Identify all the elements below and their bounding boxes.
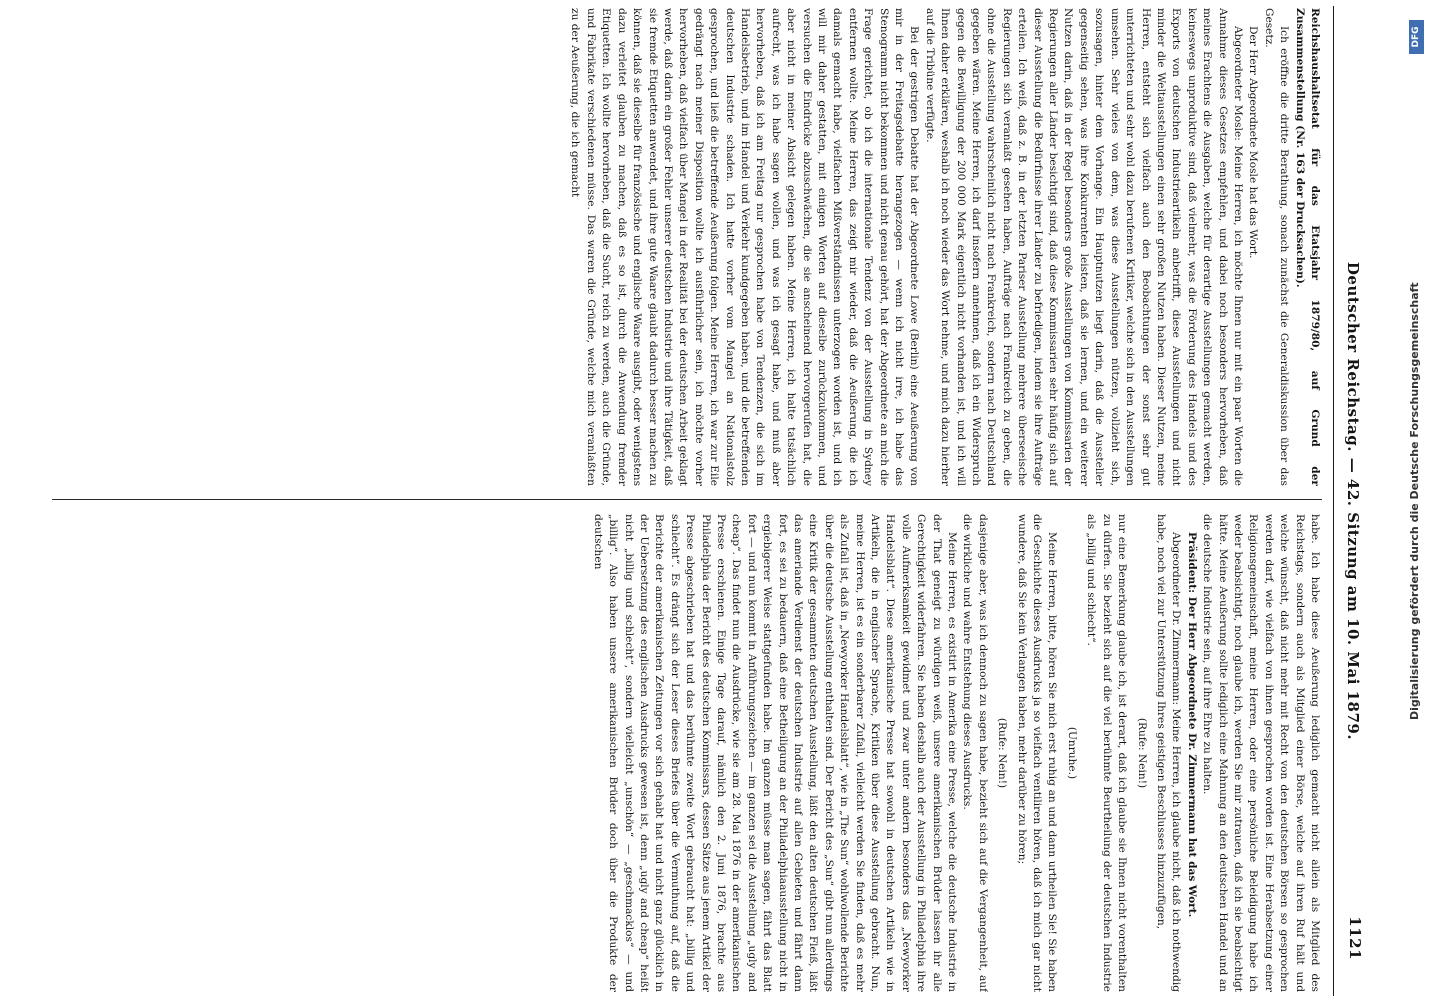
interjection: (Unruhe.) xyxy=(1065,726,1078,780)
paragraph: Bei der gestrigen Debatte hat der Abgeordnete Lowe (Berlin) eine Aeußerung von mir in der Freitagsdebatte herangezogen — wenn ich nicht irre, ich habe das Stenogramm nicht bekommen und nicht genau gehört, hat der Abgeordnete an mich die Frage gerichtet, ob ich die internationale Tendenz von der Ausstellung in Sydney entfernen wollte. Meine Herren, das zeigt mir wieder, daß die Aeußerung, die ich damals gemacht habe, vielfachen Mißverständnissen unterzogen worden ist, und ich will mir daher gestatten, mit einigen Worten auf dieselbe zurückzukommen, und versuchen die Eindrücke abzuschwächen, die sie anscheinend hervorgerufen hat, die aber nicht in meiner Absicht gelegen haben. Meine Herren, ich halte tatsächlich aufrecht, was ich habe sagen wollen, und was ich gesagt habe, und muß aber hervorheben, daß ich am Freitag nur gesprochen habe von Tendenzen, die sich im Handelsbetrieb, und im Handel und Verkehr kundgegeben haben, und die betreffenden deutschen Industrie schaden. Ich hatte vorher vom Mangel an Nationalstolz gesprochen, und ließ die betreffende Aeußerung folgen. Meine Herren, ich war zur Eile gedrängt nach meiner Disposition wollte ich ausführlicher sein, ich möchte vorher hervorheben, daß vielfach über Mangel in der Realität bei der deutschen Arbeit geklagt werde, daß darin ein großer Fehler unserer deutschen Industrie und ihre Tätigkeit, daß sie fremde Etiquetten anwendet, und ihre gute Waare glaubt dadurch besser machen zu können, daß sie dieselbe für französische und englische Waare ausgibt, oder wenigstens dazu verleitet glauben zu machen, daß es so ist, durch die Anwendung fremder Etiquetten. Ich wollte hervorheben, daß die Sucht, reich zu werden, auch die Gründe, und Fabrikate verschiedenen müsse. Das waren die Gründe, welche mich veranlaßten zu der Aeußerung, die ich gemacht xyxy=(569,8,921,486)
header-rule xyxy=(1333,6,1334,996)
paragraph: Abgeordneter Mosle: Meine Herren, ich möchte Ihnen nur mit ein paar Worten die Annahme dieses Gesetzes empfehlen, und dabei noch besonders hervorheben, daß meines Erachtens die Ausgaben, welche für derartige Ausstellungen gemacht werden, keineswegs unproduktive sind, daß vielmehr, was die Förderung des Handels und des Exports von deutschen Industrieartikeln anbetrifft, diese Ausstellungen und nicht minder die Weltausstellungen einen sehr großen Nutzen haben. Dieser Nutzen, meine Herren, entsteht sich vielfach auch den Beobachtungen der sonst sehr gut unterrichteten und sehr wohl dazu berufenen Kritiker, welche sich in den Ausstellungen umsehen. Sehr vieles von dem, was diese Ausstellungen nützen, vollzieht sich, sozusagen, hinter dem Vorhange. Ein Hauptnutzen liegt darin, daß die Aussteller gegenseitig sehen, was ihre Konkurrenten leisten, daß sie lernen, und ein weiterer Nutzen darin, daß in der Regel besonders große Ausstellungen von Kommissarien der Regierungen aller Länder besichtigt sind, daß diese Kommissarien sehr häufig sich auf dieser Ausstellung die Bedürfnisse ihrer Länder zu befriedigen, indem sie ihre Aufträge erteilen. Ich weiß, daß z. B. in der letzten Pariser Ausstellung mehrere überseeische Regierungen sich veranlaßt gesehen haben, Aufträge nach Frankreich zu geben, die ohne die Ausstellung wahrscheinlich nicht nach Frankreich, sondern nach Deutschland gegeben wären. Meine Herren, ich darf insofern annehmen, daß ich ein Widerspruch gegen die Bewilligung der 200 000 Mark eigentlich nicht vorhanden ist, und ich will Ihnen daher erklären, weshalb ich noch wieder das Wort nehme, und mich dazu hierher auf die Tribüne verfügte. xyxy=(923,8,1244,486)
paragraph: Meine Herren, es existirt in Amerika eine Presse, welche die deutsche Industrie in der That geneigt zu würdigen weiß, unsere amerikanischen Brüder lassen ihr alle Gerechtigkeit widerfahren. Sie haben deshalb auch der Ausstellung in Philadelphia ihre volle Aufmerksamkeit gewidmet und zwar unter andern besonders das „Newyorker Handelsblatt“. Diese amerikanische Presse hat sowohl in deutschen Artikeln wie in Artikeln, die in englischer Sprache, Kritiken über diese Ausstellung gebracht. Nun, meine Herren, ist es ein sonderbarer Zufall, vielleicht werden Sie finden, daß es mehr als Zufall ist, daß in „Newyorker Handelsblatt“, wie in „The Sun“ wohlwollende Berichte über die deutsche Ausstellung enthalten sind. Der Bericht des „Sun“ gibt nun allerdings eine Kritik der gesammten deutschen Ausstellung, läßt den alten deutschen Fleiß, läßt das ameriande Verdienst der deutschen Industrie auf allen Gebieten und fährt dann fort, es sei zu bedauern, daß eine Betheiligung an der Philadelphiaausstellung nicht in ergiebigerer Weise stattgefunden habe. Im ganzen müsse man sagen, fährt das Blatt fort — und nun kommt in Anführungszeichen — im ganzen sei die Ausstellung „ugly and cheap“. Das findet nun die Ausdrücke, wie sie am 28. Mai 1876 in der amerikanischen Presse erschienen. Einige Tage darauf, nämlich den 2. Juni 1876, brachte aus Philadelphia der Bericht des deutschen Kommissars, dessen Sätze aus jenem Artikel der Presse abgeschrieben hat und das berühmte zweite Wort gebraucht hat: „billig und schlecht“. Es drängt sich der Leser dieses Briefes über die Vermuthung auf, daß die Berichte der amerikanischen Zeitungen vor sich gehabt hat und nicht ganz glücklich in der Uebersetzung des englischen Ausdrucks gewesen ist, denn „ugly and cheap“ heißt nicht „billig und schlecht“, sondern vielleicht „unschön“ — „geschmacklos“ — und „billig“. Also haben unsere amerikanischen Brüder doch über die Produkte der deutschen xyxy=(591,514,959,992)
page-number: 1121 xyxy=(1346,916,1364,960)
paragraph: habe. Ich habe diese Aeußerung lediglich gemacht nicht allein als Mitglied des Reichstags, sondern auch als Mitglied einer Börse, welche auf ihren Ruf hält und welche wünscht, daß nicht mehr mit Recht von den deutschen Börsen so gesprochen werden darf, wie vielfach von ihnen gesprochen worden ist. Eine Herabsetzung einer Religionsgemeinschaft, meine Herren, oder eine persönliche Beleidigung habe ich weder beabsichtigt, noch glaube ich, werden Sie mir zutrauen, daß ich sie beabsichtigt hätte. Meine Aeußerung sollte lediglich eine Mahnung an den deutschen Handel und an die deutsche Industrie sein, auf ihre Ehre zu halten. xyxy=(1201,514,1321,992)
running-head: Deutscher Reichstag. — 42. Sitzung am 10. Mai 1879. xyxy=(1344,261,1362,741)
column-divider xyxy=(52,499,1322,500)
dfg-logo: DFG xyxy=(1409,20,1424,54)
page-header xyxy=(1334,6,1374,996)
right-column xyxy=(42,514,1322,992)
interjection: (Rufe: Nein!) xyxy=(996,717,1009,789)
paragraph: nur eine Bemerkung glaube ich, ist derart, daß ich glaube sie Ihnen nicht vorenthalten zu dürfen. Sie bezieht sich auf die viel berühmte Beurtheilung der deutschen Industrie als „billig und schlecht“. xyxy=(1085,514,1129,992)
text-columns xyxy=(42,6,1322,996)
digitization-watermark xyxy=(1408,20,1426,980)
newspaper-sheet xyxy=(38,6,1374,996)
paragraph: Der Herr Abgeordnete Mosle hat das Wort. xyxy=(1247,26,1260,259)
paragraph: Ich eröffne die dritte Berathung, sonach zunächst die Generaldiskussion über das Gesetz. xyxy=(1262,8,1291,486)
watermark-text: Digitalisierung gefördert durch die Deutsche Forschungsgemeinschaft xyxy=(1408,282,1421,720)
left-column xyxy=(42,8,1322,486)
speaker-intro: Präsident: Der Herr Abgeordnete Dr. Zimmermann hat das Wort. xyxy=(1185,532,1198,918)
interjection: (Rufe: Nein!) xyxy=(1135,717,1148,789)
paragraph: Meine Herren, bitte, hören Sie mich erst ruhig an und dann urtheilen Sie! Sie haben die Geschichte dieses Ausdrucks ja so vielfach ventiliren hören, daß ich mich gar nicht wundere, daß Sie kein Verlangen haben, mehr darüber zu hören; xyxy=(1015,514,1059,992)
paragraph: Abgeordneter Dr. Zimmermann: Meine Herren, ich glaube nicht, daß ich nothwendig habe, noch viel zur Unterstützung Ihres geistigen Beschlusses hinzuzufügen, xyxy=(1154,514,1183,992)
paragraph: dasjenige aber, was ich dennoch zu sagen habe, bezieht sich auf die Vergangenheit, auf die wirkliche und wahre Entstehung dieses Ausdrucks. xyxy=(961,514,989,992)
agenda-item: Reichshaushaltsetat für das Etatsjahr 1879/80, auf Grund der Zusammenstellung (Nr. 163 der Drucksachen). xyxy=(1293,8,1321,486)
